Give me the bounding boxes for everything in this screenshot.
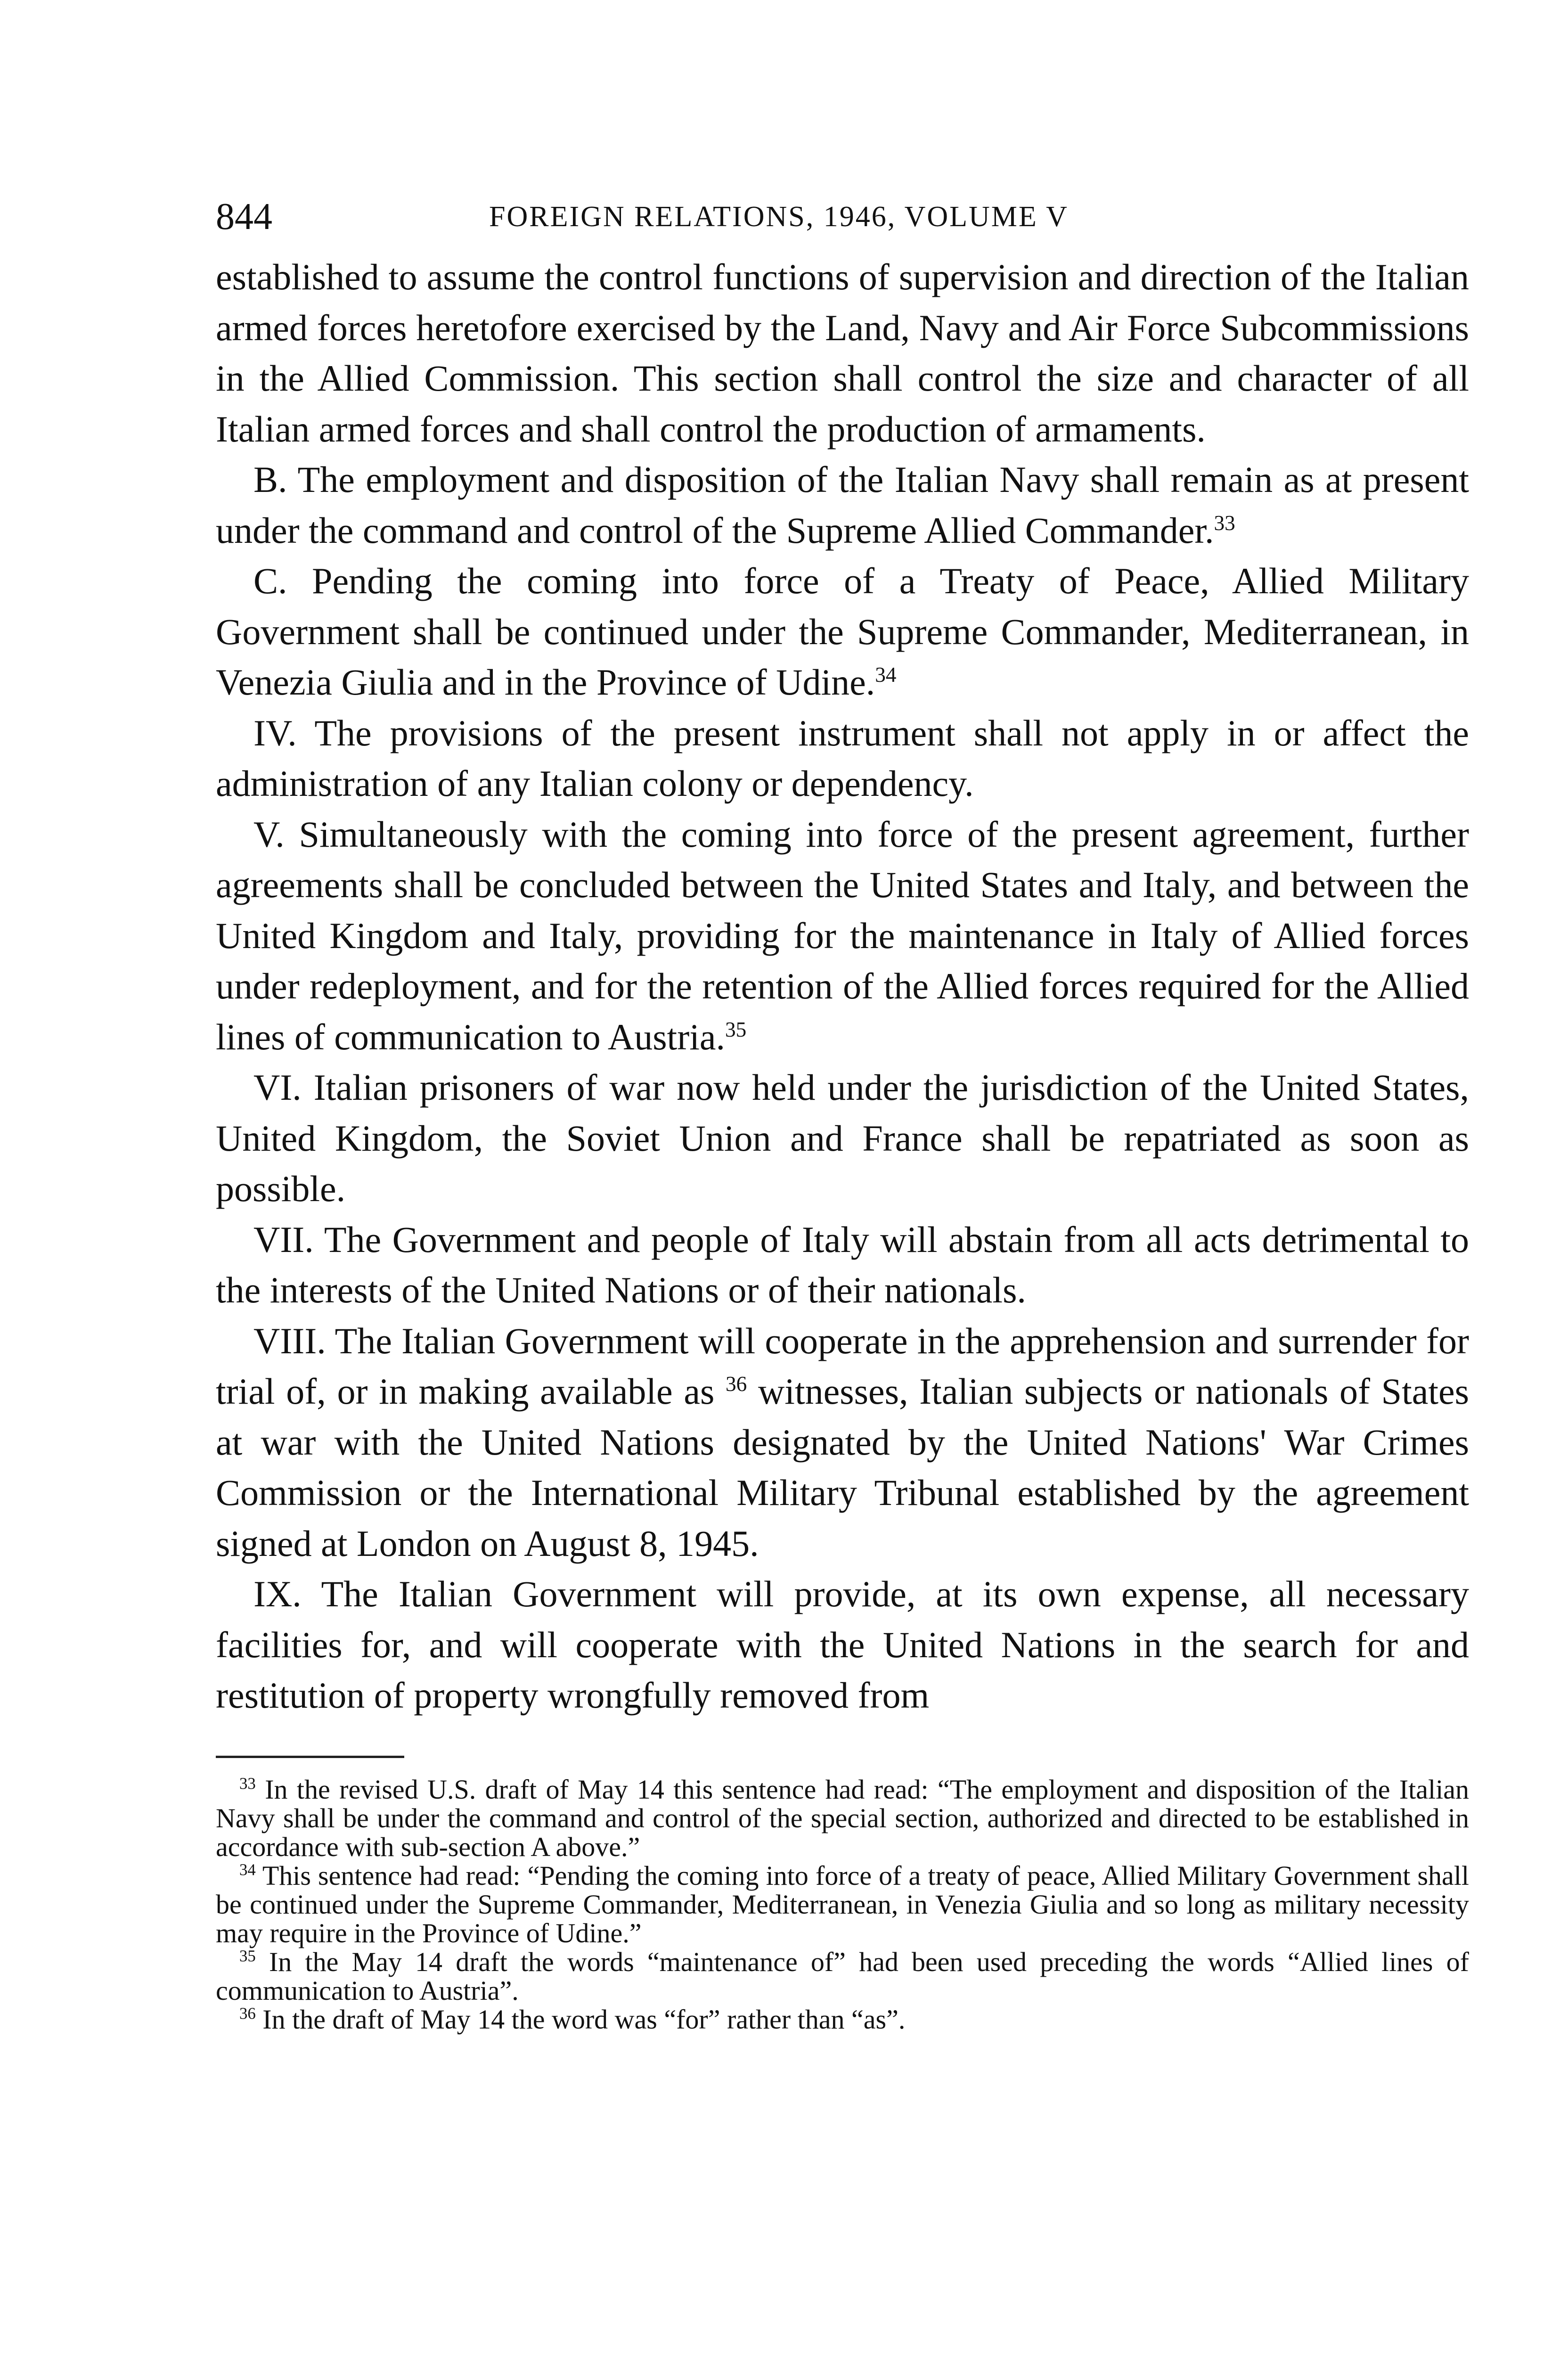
footnote-divider — [216, 1756, 404, 1758]
paragraph-text: VII. The Government and people of Italy will abstain from all acts detrimental to the interests of the United Nations or of their nationals. — [216, 1219, 1469, 1310]
footnote — [216, 1947, 1469, 2005]
footnote-number: 34 — [239, 1860, 256, 1879]
paragraph-vii — [216, 1214, 1469, 1316]
footnote — [216, 1861, 1469, 1947]
footnote-text: In the draft of May 14 the word was “for” rather than “as”. — [262, 2004, 906, 2035]
footnote — [216, 2005, 1469, 2034]
paragraph-viii — [216, 1316, 1469, 1569]
paragraph-iv — [216, 708, 1469, 809]
footnote-ref: 33 — [1214, 511, 1235, 535]
footnote-number: 35 — [239, 1947, 256, 1965]
footnote-number: 33 — [239, 1774, 256, 1793]
page-number: 844 — [216, 196, 272, 237]
footnote-number: 36 — [239, 2004, 256, 2023]
paragraph-text: IV. The provisions of the present instrument shall not apply in or affect the administration of any Italian colony or dependency. — [216, 712, 1469, 804]
paragraph-vi — [216, 1062, 1469, 1214]
footnote-ref: 35 — [725, 1017, 747, 1041]
paragraph-text: VI. Italian prisoners of war now held under the jurisdiction of the United States, United Kingdom, the Soviet Union and France shall be repatriated as soon as possible. — [216, 1067, 1469, 1209]
paragraph-text: B. The employment and disposition of the Italian Navy shall remain as at present under the command and control of the Supreme Allied Commander. — [216, 459, 1469, 551]
paragraph-text: witnesses, Italian subjects or nationals of States at war with the United Nations designated by the United Nations' War Crimes Commission or the International Military Tribunal established by the agreement signed at London on August 8, 1945. — [216, 1371, 1470, 1564]
paragraph-text: VIII. The Italian Government will cooperate in the apprehension and surrender for trial of, or in making available as — [216, 1320, 1469, 1412]
paragraph-b — [216, 454, 1469, 556]
body-text — [216, 252, 1469, 1721]
paragraph-v — [216, 809, 1469, 1063]
paragraph-ix — [216, 1569, 1469, 1721]
page-header — [216, 188, 1469, 245]
paragraph-continued — [216, 252, 1469, 454]
footnote-ref: 36 — [726, 1372, 747, 1396]
footnote-text: In the May 14 draft the words “maintenance of” had been used preceding the words “Allied lines of communication to Austria”. — [216, 1946, 1469, 2006]
footnote-text: This sentence had read: “Pending the coming into force of a treaty of peace, Allied Military Government shall be continued under the Supreme Commander, Mediterranean, in Venezia Giulia and so long as military necessity may require in the Province of Udine.” — [216, 1860, 1469, 1948]
footnotes — [216, 1775, 1469, 2034]
paragraph-text: V. Simultaneously with the coming into force of the present agreement, further agreements shall be concluded between the United States and Italy, and between the United Kingdom and Italy, providing for the maintenance in Italy of Allied forces under redeployment, and for the retention of the Allied forces required for the Allied lines of communication to Austria. — [216, 813, 1469, 1057]
footnote — [216, 1775, 1469, 1861]
document-page — [216, 188, 1469, 2034]
footnote-text: In the revised U.S. draft of May 14 this sentence had read: “The employment and disposition of the Italian Navy shall be under the command and control of the special section, authorized and directed to be established in accordance with sub-section A above.” — [216, 1774, 1469, 1862]
paragraph-text: C. Pending the coming into force of a Treaty of Peace, Allied Military Government shall be continued under the Supreme Commander, Mediterranean, in Venezia Giulia and in the Province of Udine. — [216, 560, 1469, 703]
footnote-ref: 34 — [875, 663, 897, 687]
paragraph-c — [216, 556, 1469, 708]
running-head: FOREIGN RELATIONS, 1946, VOLUME V — [489, 201, 1069, 233]
paragraph-text: established to assume the control functions of supervision and direction of the Italian armed forces heretofore exercised by the Land, Navy and Air Force Subcommissions in the Allied Commission. This section shall control the size and character of all Italian armed forces and shall control the production of armaments. — [216, 256, 1469, 450]
paragraph-text: IX. The Italian Government will provide, at its own expense, all necessary facilities for, and will cooperate with the United Nations in the search for and restitution of property wrongfully removed from — [216, 1573, 1469, 1716]
